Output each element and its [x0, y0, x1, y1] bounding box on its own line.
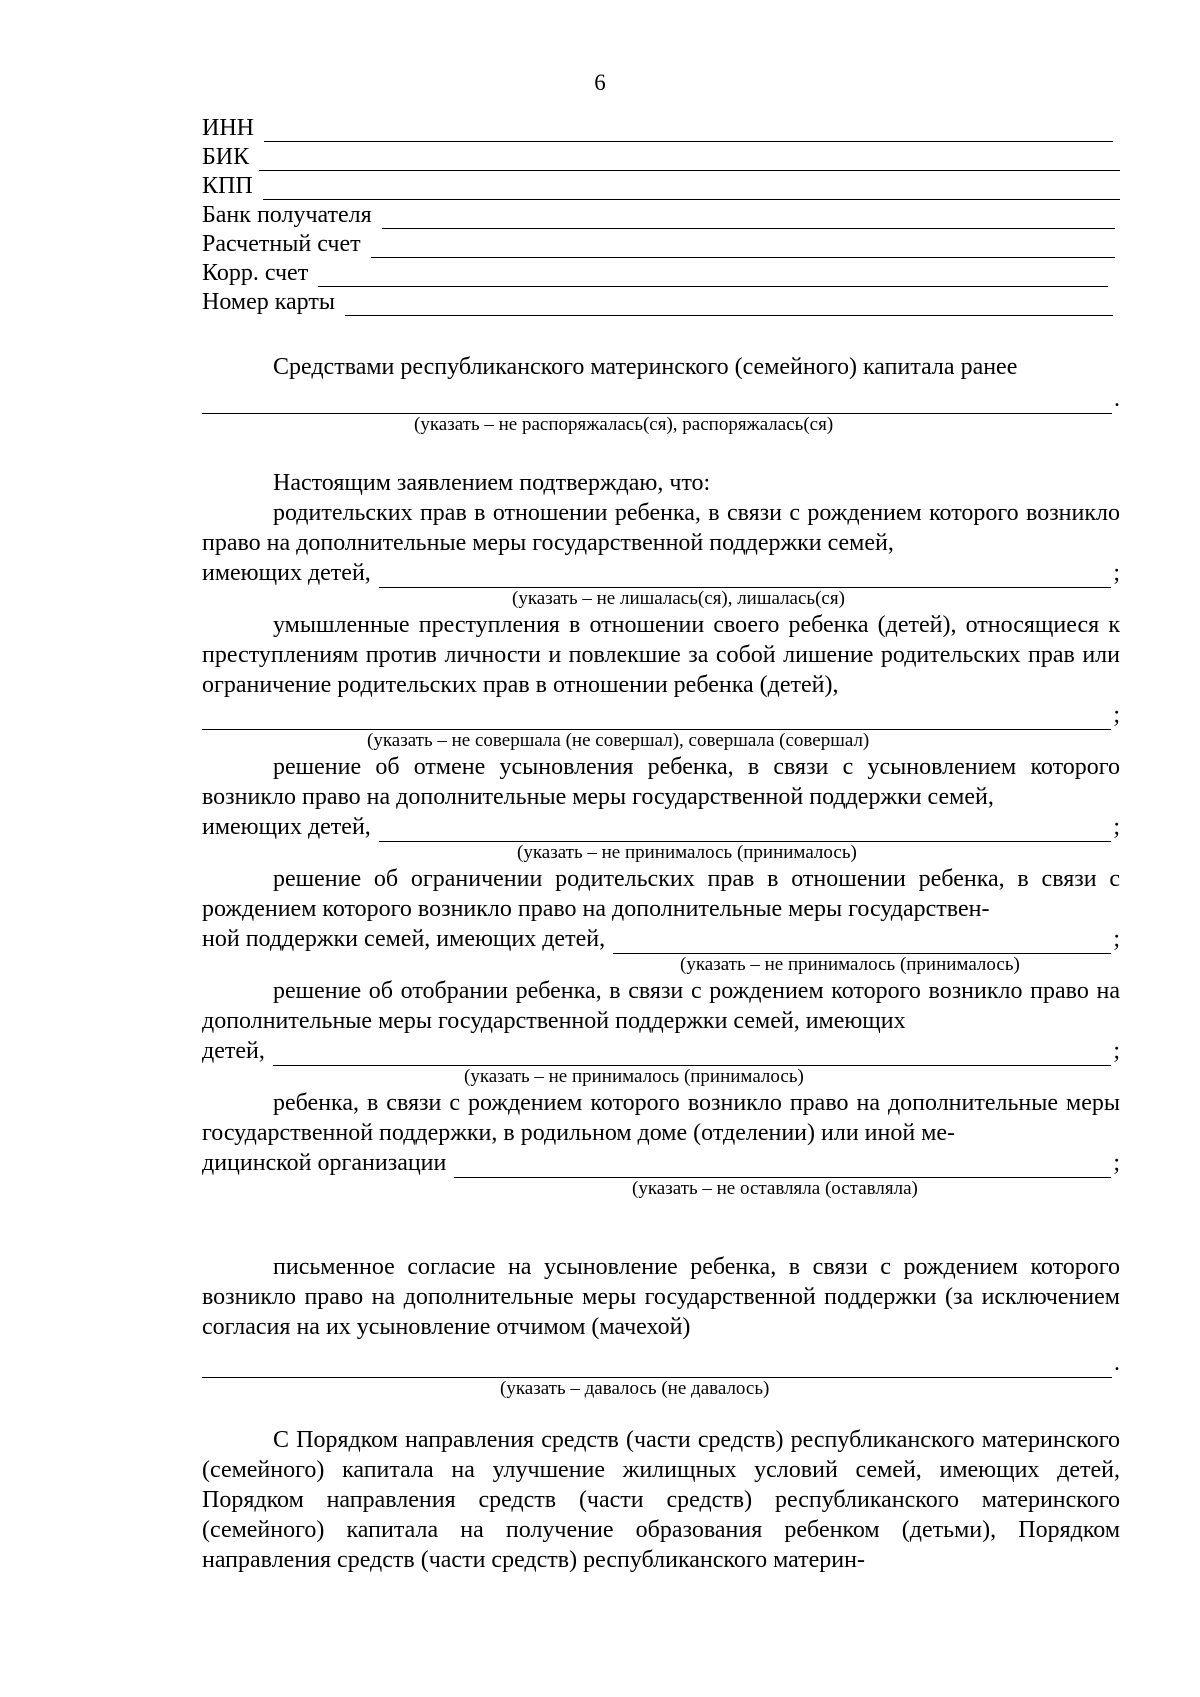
procedure-text: С Порядком направления средств (части средств) республиканского материнского (семейного) капитала на улучшение жилищных условий семей, имеющих детей, Порядком направления средств (части средств) республиканского материнского (семейного) капитала на получение образования ребенком (детьми), Порядком направления средств (части средств) республиканского материн-: [202, 1427, 1120, 1573]
item-lead: имеющих детей,: [202, 814, 371, 840]
capital-text: Средствами республиканского материнского (семейного) капитала ранее: [273, 354, 1018, 380]
corr-account-label: Корр. счет: [202, 260, 309, 286]
item-text: решение об отмене усыновления ребенка, в связи с усыновлением которого возникло право на дополнительные меры государственной поддержки семей,: [202, 754, 1120, 810]
capital-end: .: [1114, 386, 1120, 412]
item-end: ;: [1113, 814, 1120, 840]
consent-fill[interactable]: [202, 1348, 1120, 1378]
capital-hint: (указать – не распоряжалась(ся), распоряжалась(ся): [414, 414, 834, 435]
item-hint: (указать – не принималось (принималось): [464, 1066, 804, 1087]
consent-line[interactable]: [202, 1353, 1112, 1378]
kpp-field[interactable]: [202, 171, 1120, 200]
inn-label: ИНН: [202, 115, 254, 141]
item-fill[interactable]: [202, 1148, 1120, 1178]
confirmation-intro: Настоящим заявлением подтверждаю, что:: [273, 470, 711, 496]
bank-name-label: Банк получателя: [202, 202, 372, 228]
inn-line[interactable]: [264, 119, 1113, 142]
card-number-line[interactable]: [345, 293, 1113, 316]
card-number-field[interactable]: [202, 287, 1120, 316]
item-lead: имеющих детей,: [202, 560, 371, 586]
item-fill[interactable]: [202, 558, 1120, 588]
item-fill[interactable]: [202, 700, 1120, 730]
item-fill[interactable]: [202, 1036, 1120, 1066]
card-number-label: Номер карты: [202, 289, 335, 315]
confirmation-item: [202, 752, 1120, 864]
item-fill[interactable]: [202, 924, 1120, 954]
bik-field[interactable]: [202, 142, 1120, 171]
item-hint: (указать – не принималось (принималось): [517, 842, 857, 863]
kpp-line[interactable]: [263, 177, 1120, 200]
item-text: умышленные преступления в отношении своего ребенка (детей), относящиеся к преступлениям против личности и повлекшие за собой лишение родительских прав или ограничение родительских прав в отношении ребенка (детей),: [202, 612, 1120, 698]
item-end: ;: [1113, 926, 1120, 952]
consent-text: письменное согласие на усыновление ребенка, в связи с рождением которого возникло право на дополнительные меры государственной поддержки (за исключением согласия на их усыновление отчимом (мачехой): [202, 1254, 1120, 1340]
item-end: ;: [1113, 1150, 1120, 1176]
item-end: ;: [1113, 560, 1120, 586]
account-line[interactable]: [371, 235, 1115, 258]
confirmation-item: [202, 976, 1120, 1088]
bank-name-field[interactable]: [202, 200, 1120, 229]
item-hint: (указать – не лишалась(ся), лишалась(ся): [512, 588, 845, 609]
confirmation-item: [202, 864, 1120, 976]
item-line[interactable]: [454, 1153, 1111, 1178]
item-line[interactable]: [613, 929, 1111, 954]
item-lead: ной поддержки семей, имеющих детей,: [202, 926, 606, 952]
item-text: решение об ограничении родительских прав в отношении ребенка, в связи с рождением которого возникло право на дополнительные меры государствен-: [202, 866, 1120, 922]
item-text: решение об отобрании ребенка, в связи с рождением которого возникло право на дополнительные меры государственной поддержки семей, имеющих: [202, 978, 1120, 1034]
item-line[interactable]: [202, 705, 1111, 730]
corr-account-field[interactable]: [202, 258, 1120, 287]
confirmation-section: [202, 468, 1120, 1200]
item-end: ;: [1113, 702, 1120, 728]
item-hint: (указать – не совершала (не совершал), совершала (совершал): [367, 730, 870, 751]
capital-fill[interactable]: [202, 384, 1120, 414]
item-end: ;: [1113, 1038, 1120, 1064]
item-hint: (указать – не оставляла (оставляла): [632, 1178, 918, 1199]
page-number: 6: [594, 70, 606, 95]
bik-line[interactable]: [259, 148, 1120, 171]
procedure-section: [202, 1425, 1120, 1575]
confirmation-item: [202, 498, 1120, 610]
consent-hint: (указать – давалось (не давалось): [500, 1378, 770, 1399]
item-line[interactable]: [379, 563, 1112, 588]
item-text: родительских прав в отношении ребенка, в связи с рождением которого возникло право на дополнительные меры государственной поддержки семей,: [202, 500, 1120, 556]
item-line[interactable]: [379, 817, 1112, 842]
bik-label: БИК: [202, 144, 250, 170]
bank-name-line[interactable]: [382, 206, 1115, 229]
item-text: ребенка, в связи с рождением которого возникло право на дополнительные меры государственной поддержки, в родильном доме (отделении) или иной ме-: [202, 1090, 1120, 1146]
account-field[interactable]: [202, 229, 1120, 258]
inn-field[interactable]: [202, 113, 1120, 142]
capital-section: [202, 352, 1120, 436]
corr-account-line[interactable]: [318, 264, 1108, 287]
item-lead: детей,: [202, 1038, 265, 1064]
confirmation-item: [202, 1088, 1120, 1200]
item-lead: дицинской организации: [202, 1150, 447, 1176]
bank-details-fields: [202, 113, 1120, 316]
confirmation-item: [202, 610, 1120, 752]
item-line[interactable]: [273, 1041, 1111, 1066]
consent-end: .: [1114, 1350, 1120, 1376]
item-fill[interactable]: [202, 812, 1120, 842]
capital-line[interactable]: [202, 389, 1112, 414]
consent-section: [202, 1252, 1120, 1400]
account-label: Расчетный счет: [202, 231, 361, 257]
kpp-label: КПП: [202, 173, 253, 199]
item-hint: (указать – не принималось (принималось): [680, 954, 1020, 975]
